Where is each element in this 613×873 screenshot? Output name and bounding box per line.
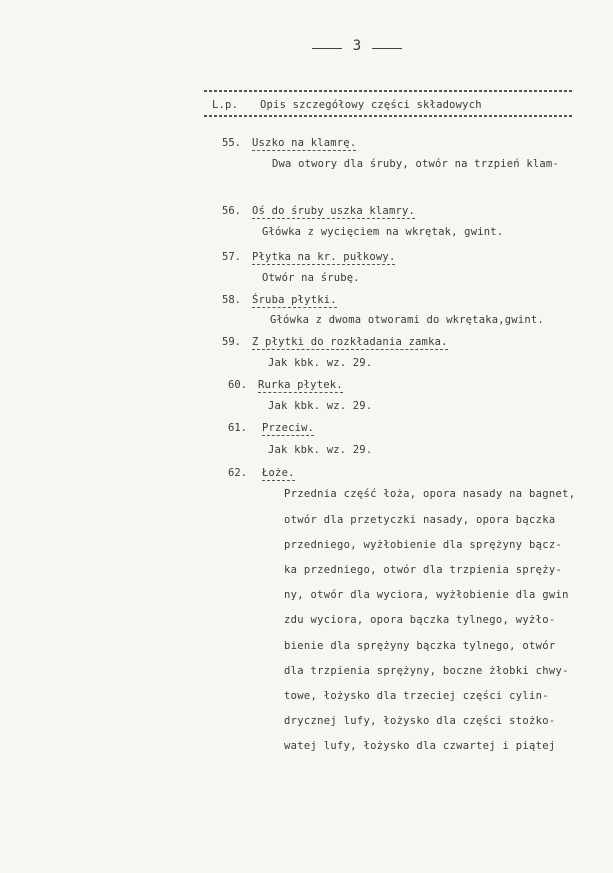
body-line: ka przedniego, otwór dla trzpienia spręży- <box>284 564 563 576</box>
body-line: zdu wyciora, opora bączka tylnego, wyżło- <box>284 614 556 626</box>
item-description: Jak kbk. wz. 29. <box>268 400 373 412</box>
item-description: Główka z dwoma otworami do wkrętaka,gwint. <box>270 314 544 326</box>
page-number-text: 3 <box>352 38 362 54</box>
body-line: ny, otwór dla wyciora, wyżłobienie dla gwin <box>284 589 569 601</box>
item-number: 60. <box>228 379 247 391</box>
body-line: Przednia część łoża, opora nasady na bagnet, <box>284 488 576 500</box>
item-description: Jak kbk. wz. 29. <box>268 357 373 369</box>
item-number: 57. <box>222 251 241 263</box>
item-number: 61. <box>228 422 247 434</box>
item-number: 59. <box>222 336 241 348</box>
body-line: towe, łożysko dla trzeciej części cylin- <box>284 690 549 702</box>
item-title: Rurka płytek. <box>258 379 343 391</box>
body-line: otwór dla przetyczki nasady, opora bączka <box>284 514 556 526</box>
item-number: 56. <box>222 205 241 217</box>
item-title: Przeciw. <box>262 422 315 434</box>
item-title: Oś do śruby uszka klamry. <box>252 205 416 217</box>
item-title: Śruba płytki. <box>252 294 337 306</box>
item-number: 55. <box>222 137 241 149</box>
item-description: Otwór na śrubę. <box>262 272 360 284</box>
body-line: drycznej lufy, łożysko dla części stożko- <box>284 715 556 727</box>
item-number: 58. <box>222 294 241 306</box>
item-description: Główka z wycięciem na wkrętak, gwint. <box>262 226 504 238</box>
item-title: Uszko na klamrę. <box>252 137 357 149</box>
item-title: Płytka na kr. pułkowy. <box>252 251 396 263</box>
item-description: Jak kbk. wz. 29. <box>268 444 373 456</box>
body-line: bienie dla sprężyny bączka tylnego, otwór <box>284 640 556 652</box>
item-number: 62. <box>228 467 247 479</box>
item-title: Łoże. <box>262 467 295 479</box>
body-line: dla trzpienia sprężyny, boczne żłobki chwy- <box>284 665 569 677</box>
header-title: Opis szczegółowy części składowych <box>260 99 482 111</box>
page-number-left-dash <box>312 48 342 49</box>
item-description: Dwa otwory dla śruby, otwór na trzpień klam- <box>272 158 559 170</box>
page-number <box>312 38 402 58</box>
header-rule-top <box>204 90 574 92</box>
header-rule-bottom <box>204 115 574 117</box>
page-number-right-dash <box>372 48 402 49</box>
body-line: przedniego, wyżłobienie dla sprężyny bącz- <box>284 539 563 551</box>
body-line: watej lufy, łożysko dla czwartej i piątej <box>284 740 556 752</box>
header-lp: L.p. <box>212 99 239 111</box>
item-title: Z płytki do rozkładania zamka. <box>252 336 448 348</box>
